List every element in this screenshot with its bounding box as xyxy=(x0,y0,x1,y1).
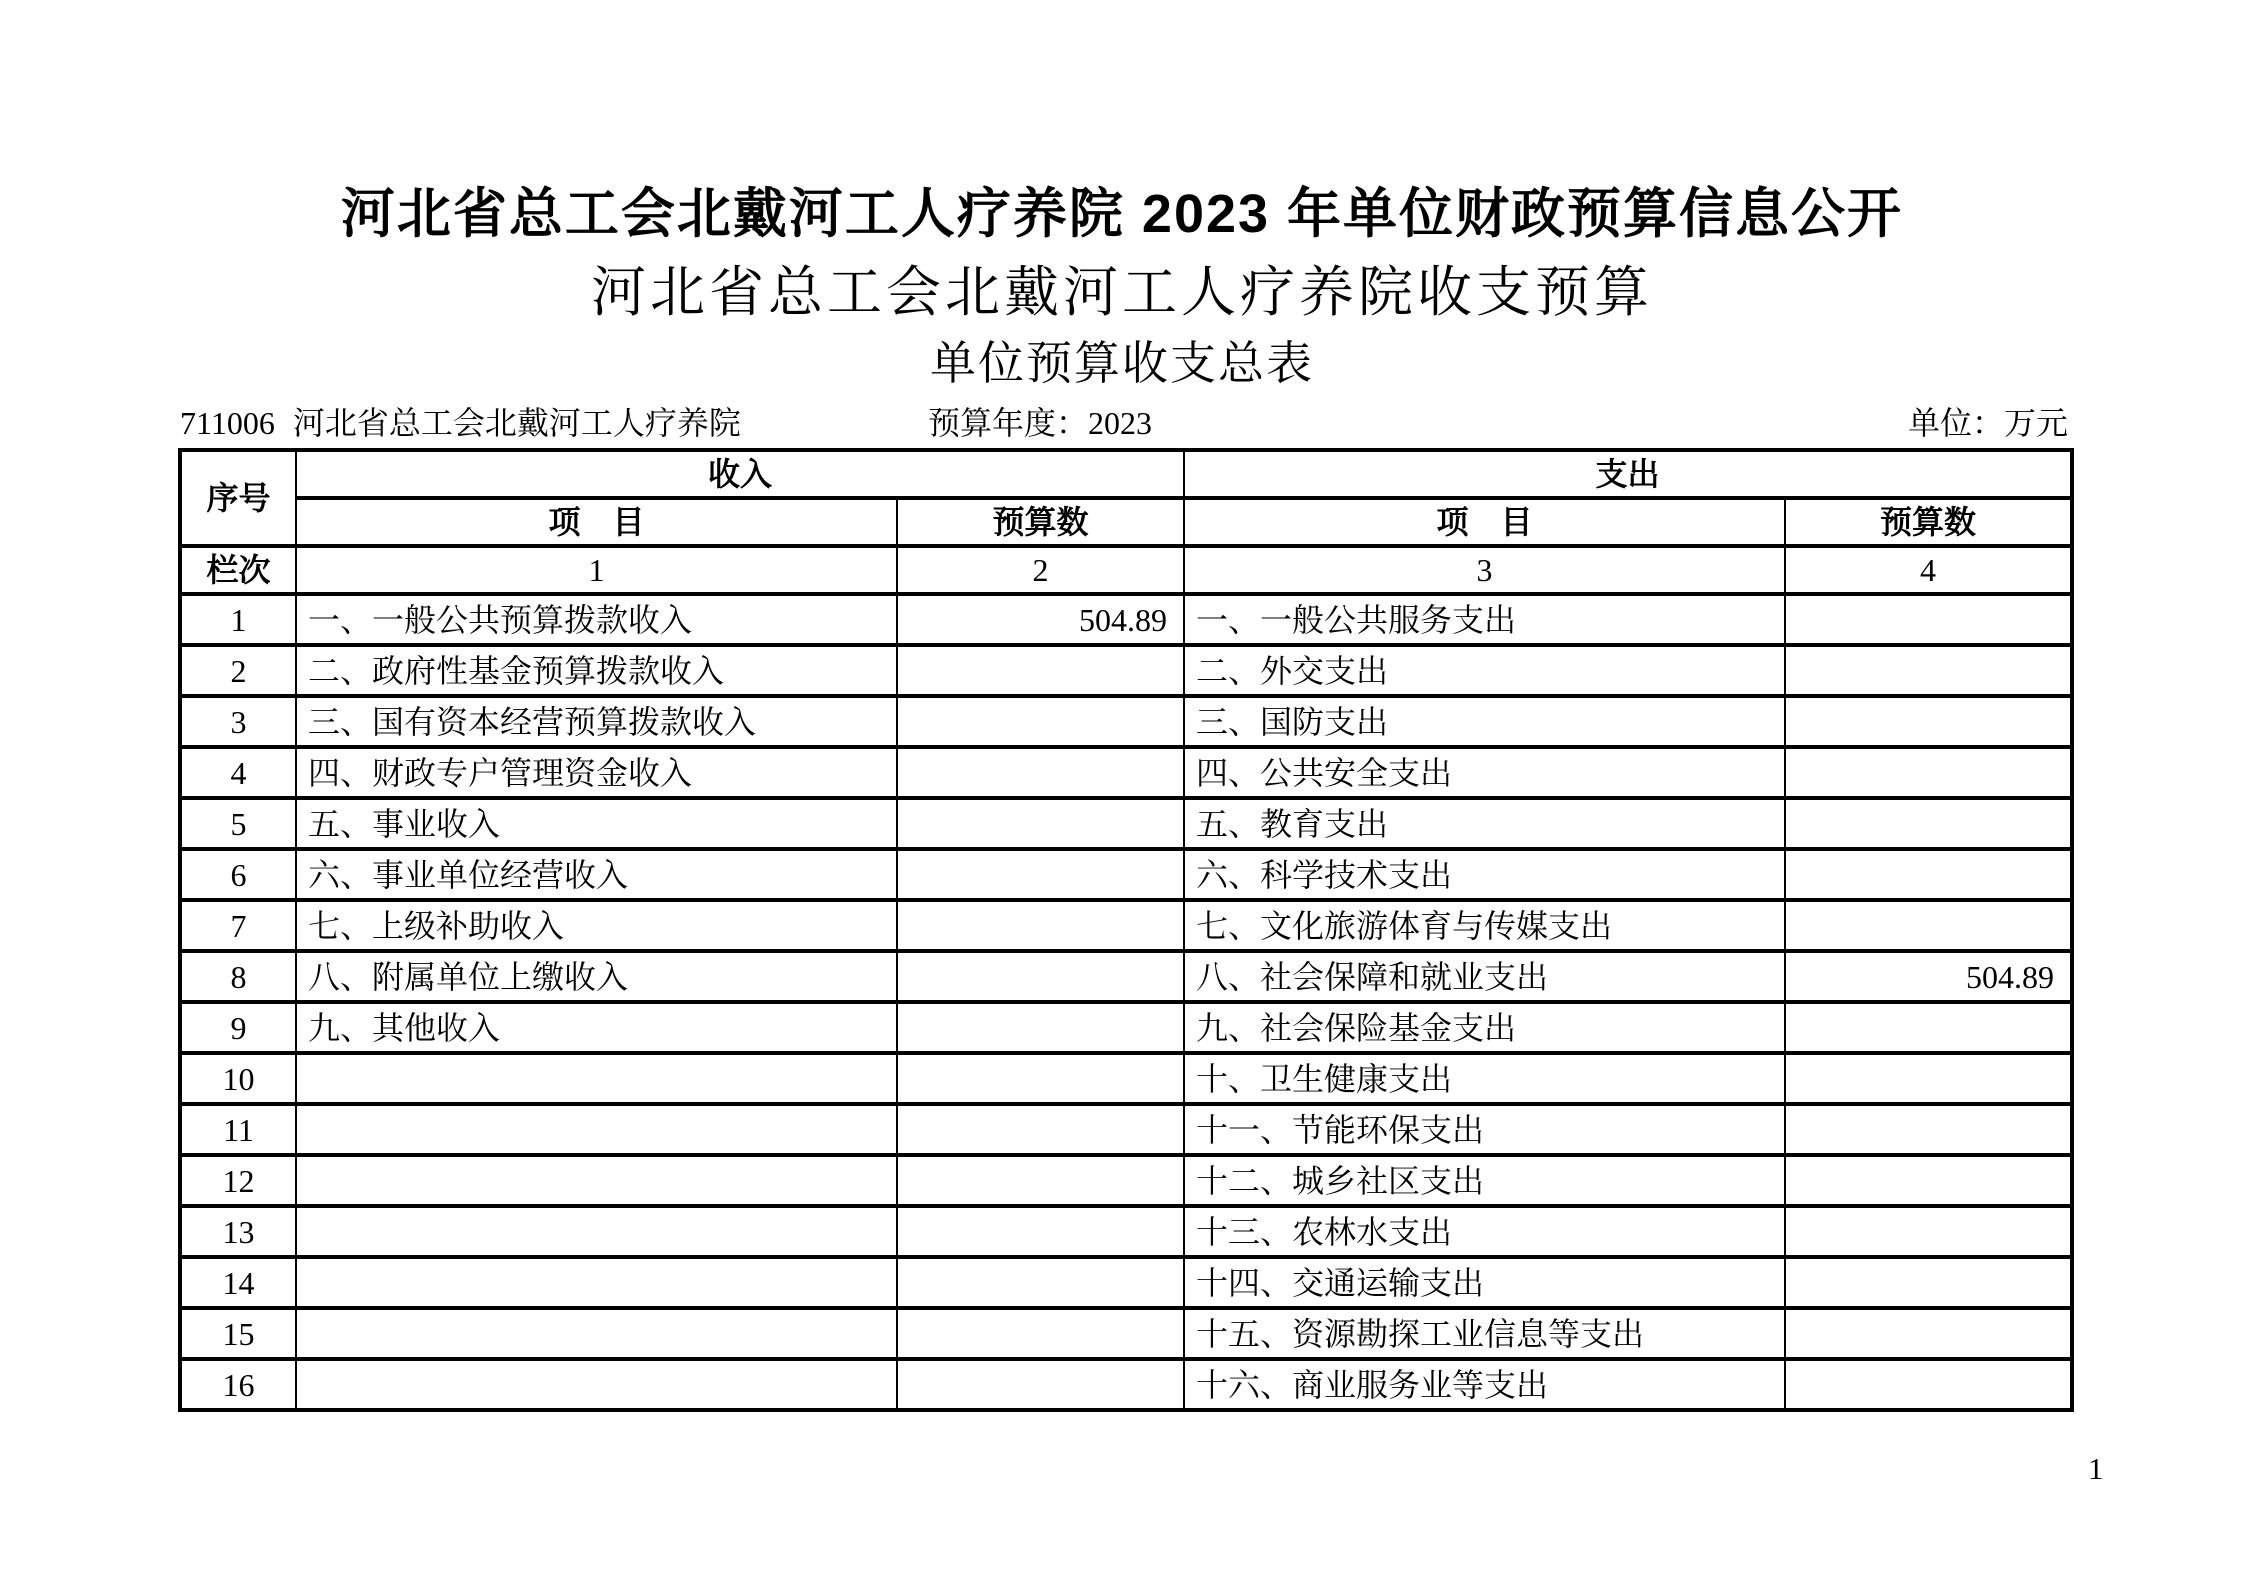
header-row-columns xyxy=(180,498,2072,546)
expense-budget-cell xyxy=(1785,798,2072,849)
income-budget-cell xyxy=(897,1104,1184,1155)
row-serial: 3 xyxy=(180,696,296,747)
budget-year-value: 2023 xyxy=(1088,405,1153,441)
table-row xyxy=(180,645,2072,696)
table-row xyxy=(180,696,2072,747)
org-name: 河北省总工会北戴河工人疗养院 xyxy=(292,405,741,441)
row-serial: 7 xyxy=(180,900,296,951)
income-item-cell: 六、事业单位经营收入 xyxy=(296,849,897,900)
expense-budget-cell xyxy=(1785,594,2072,645)
income-item-cell xyxy=(296,1359,897,1410)
income-item-cell xyxy=(296,1257,897,1308)
budget-year xyxy=(928,402,1152,444)
income-budget-cell xyxy=(897,849,1184,900)
header-row-sections xyxy=(180,450,2072,498)
row-serial: 15 xyxy=(180,1308,296,1359)
column-index-4: 4 xyxy=(1785,546,2072,594)
expense-budget-cell xyxy=(1785,900,2072,951)
expense-item-cell: 十四、交通运输支出 xyxy=(1184,1257,1785,1308)
expense-budget-cell xyxy=(1785,1359,2072,1410)
row-serial: 6 xyxy=(180,849,296,900)
income-budget-cell xyxy=(897,1308,1184,1359)
expense-item-cell: 四、公共安全支出 xyxy=(1184,747,1785,798)
row-serial: 11 xyxy=(180,1104,296,1155)
table-row xyxy=(180,1257,2072,1308)
table-row xyxy=(180,1308,2072,1359)
expense-budget-cell xyxy=(1785,1206,2072,1257)
expense-budget-cell xyxy=(1785,849,2072,900)
meta-row xyxy=(178,402,2070,444)
income-budget-cell xyxy=(897,951,1184,1002)
income-budget-cell xyxy=(897,747,1184,798)
expense-budget-cell xyxy=(1785,1104,2072,1155)
expense-item-cell: 八、社会保障和就业支出 xyxy=(1184,951,1785,1002)
income-item-cell xyxy=(296,1104,897,1155)
income-budget-cell xyxy=(897,696,1184,747)
income-budget-cell xyxy=(897,1002,1184,1053)
income-budget-cell xyxy=(897,645,1184,696)
income-item-cell: 八、附属单位上缴收入 xyxy=(296,951,897,1002)
expense-item-cell: 二、外交支出 xyxy=(1184,645,1785,696)
table-row xyxy=(180,1053,2072,1104)
table-row xyxy=(180,900,2072,951)
income-item-header: 项 目 xyxy=(296,498,897,546)
expense-item-cell: 七、文化旅游体育与传媒支出 xyxy=(1184,900,1785,951)
income-budget-cell: 504.89 xyxy=(897,594,1184,645)
expense-item-header: 项 目 xyxy=(1184,498,1785,546)
serial-header: 序号 xyxy=(180,450,296,546)
table-row xyxy=(180,1206,2072,1257)
expense-budget-cell xyxy=(1785,1053,2072,1104)
row-serial: 10 xyxy=(180,1053,296,1104)
budget-summary-table xyxy=(178,448,2074,1412)
income-budget-cell xyxy=(897,1155,1184,1206)
column-index-label: 栏次 xyxy=(180,546,296,594)
income-item-cell: 四、财政专户管理资金收入 xyxy=(296,747,897,798)
income-item-cell: 五、事业收入 xyxy=(296,798,897,849)
row-serial: 16 xyxy=(180,1359,296,1410)
expense-budget-cell xyxy=(1785,1002,2072,1053)
expense-budget-cell xyxy=(1785,645,2072,696)
row-serial: 5 xyxy=(180,798,296,849)
table-row xyxy=(180,747,2072,798)
row-serial: 4 xyxy=(180,747,296,798)
row-serial: 14 xyxy=(180,1257,296,1308)
table-row xyxy=(180,798,2072,849)
income-budget-header: 预算数 xyxy=(897,498,1184,546)
income-budget-cell xyxy=(897,1257,1184,1308)
unit-value: 万元 xyxy=(2003,405,2068,441)
expense-item-cell: 十五、资源勘探工业信息等支出 xyxy=(1184,1308,1785,1359)
table-row xyxy=(180,1104,2072,1155)
expense-item-cell: 十、卫生健康支出 xyxy=(1184,1053,1785,1104)
expense-item-cell: 一、一般公共服务支出 xyxy=(1184,594,1785,645)
row-serial: 1 xyxy=(180,594,296,645)
table-row xyxy=(180,849,2072,900)
income-item-cell xyxy=(296,1308,897,1359)
income-item-cell xyxy=(296,1053,897,1104)
row-serial: 9 xyxy=(180,1002,296,1053)
expense-item-cell: 六、科学技术支出 xyxy=(1184,849,1785,900)
expense-item-cell: 九、社会保险基金支出 xyxy=(1184,1002,1785,1053)
table-row xyxy=(180,951,2072,1002)
income-item-cell: 九、其他收入 xyxy=(296,1002,897,1053)
expense-budget-cell xyxy=(1785,1257,2072,1308)
expense-item-cell: 十六、商业服务业等支出 xyxy=(1184,1359,1785,1410)
column-index-2: 2 xyxy=(897,546,1184,594)
expense-item-cell: 三、国防支出 xyxy=(1184,696,1785,747)
table-row xyxy=(180,1155,2072,1206)
income-item-cell xyxy=(296,1155,897,1206)
expense-item-cell: 五、教育支出 xyxy=(1184,798,1785,849)
expense-budget-cell xyxy=(1785,747,2072,798)
row-serial: 13 xyxy=(180,1206,296,1257)
org-identity xyxy=(180,402,741,444)
expense-budget-cell xyxy=(1785,1155,2072,1206)
income-budget-cell xyxy=(897,1206,1184,1257)
column-index-row xyxy=(180,546,2072,594)
column-index-1: 1 xyxy=(296,546,897,594)
income-budget-cell xyxy=(897,798,1184,849)
income-section-header: 收入 xyxy=(296,450,1184,498)
expense-budget-cell: 504.89 xyxy=(1785,951,2072,1002)
document-subtitle: 河北省总工会北戴河工人疗养院收支预算 xyxy=(590,262,1653,323)
expense-item-cell: 十一、节能环保支出 xyxy=(1184,1104,1785,1155)
document-title: 河北省总工会北戴河工人疗养院 2023 年单位财政预算信息公开 xyxy=(340,184,1904,244)
income-item-cell xyxy=(296,1206,897,1257)
row-serial: 8 xyxy=(180,951,296,1002)
expense-budget-header: 预算数 xyxy=(1785,498,2072,546)
org-code: 711006 xyxy=(180,405,275,441)
row-serial: 2 xyxy=(180,645,296,696)
expense-section-header: 支出 xyxy=(1184,450,2072,498)
expense-budget-cell xyxy=(1785,696,2072,747)
income-item-cell: 七、上级补助收入 xyxy=(296,900,897,951)
income-budget-cell xyxy=(897,1359,1184,1410)
table-row xyxy=(180,1359,2072,1410)
column-index-3: 3 xyxy=(1184,546,1785,594)
income-item-cell: 三、国有资本经营预算拨款收入 xyxy=(296,696,897,747)
expense-item-cell: 十三、农林水支出 xyxy=(1184,1206,1785,1257)
expense-item-cell: 十二、城乡社区支出 xyxy=(1184,1155,1785,1206)
table-row xyxy=(180,594,2072,645)
income-budget-cell xyxy=(897,900,1184,951)
page-number: 1 xyxy=(2088,1451,2104,1486)
table-title: 单位预算收支总表 xyxy=(930,338,1314,389)
unit-label: 单位： xyxy=(1907,405,2004,441)
income-item-cell: 二、政府性基金预算拨款收入 xyxy=(296,645,897,696)
unit-of-measure xyxy=(1908,402,2068,444)
income-item-cell: 一、一般公共预算拨款收入 xyxy=(296,594,897,645)
row-serial: 12 xyxy=(180,1155,296,1206)
income-budget-cell xyxy=(897,1053,1184,1104)
table-row xyxy=(180,1002,2072,1053)
expense-budget-cell xyxy=(1785,1308,2072,1359)
budget-year-label: 预算年度： xyxy=(928,405,1089,441)
